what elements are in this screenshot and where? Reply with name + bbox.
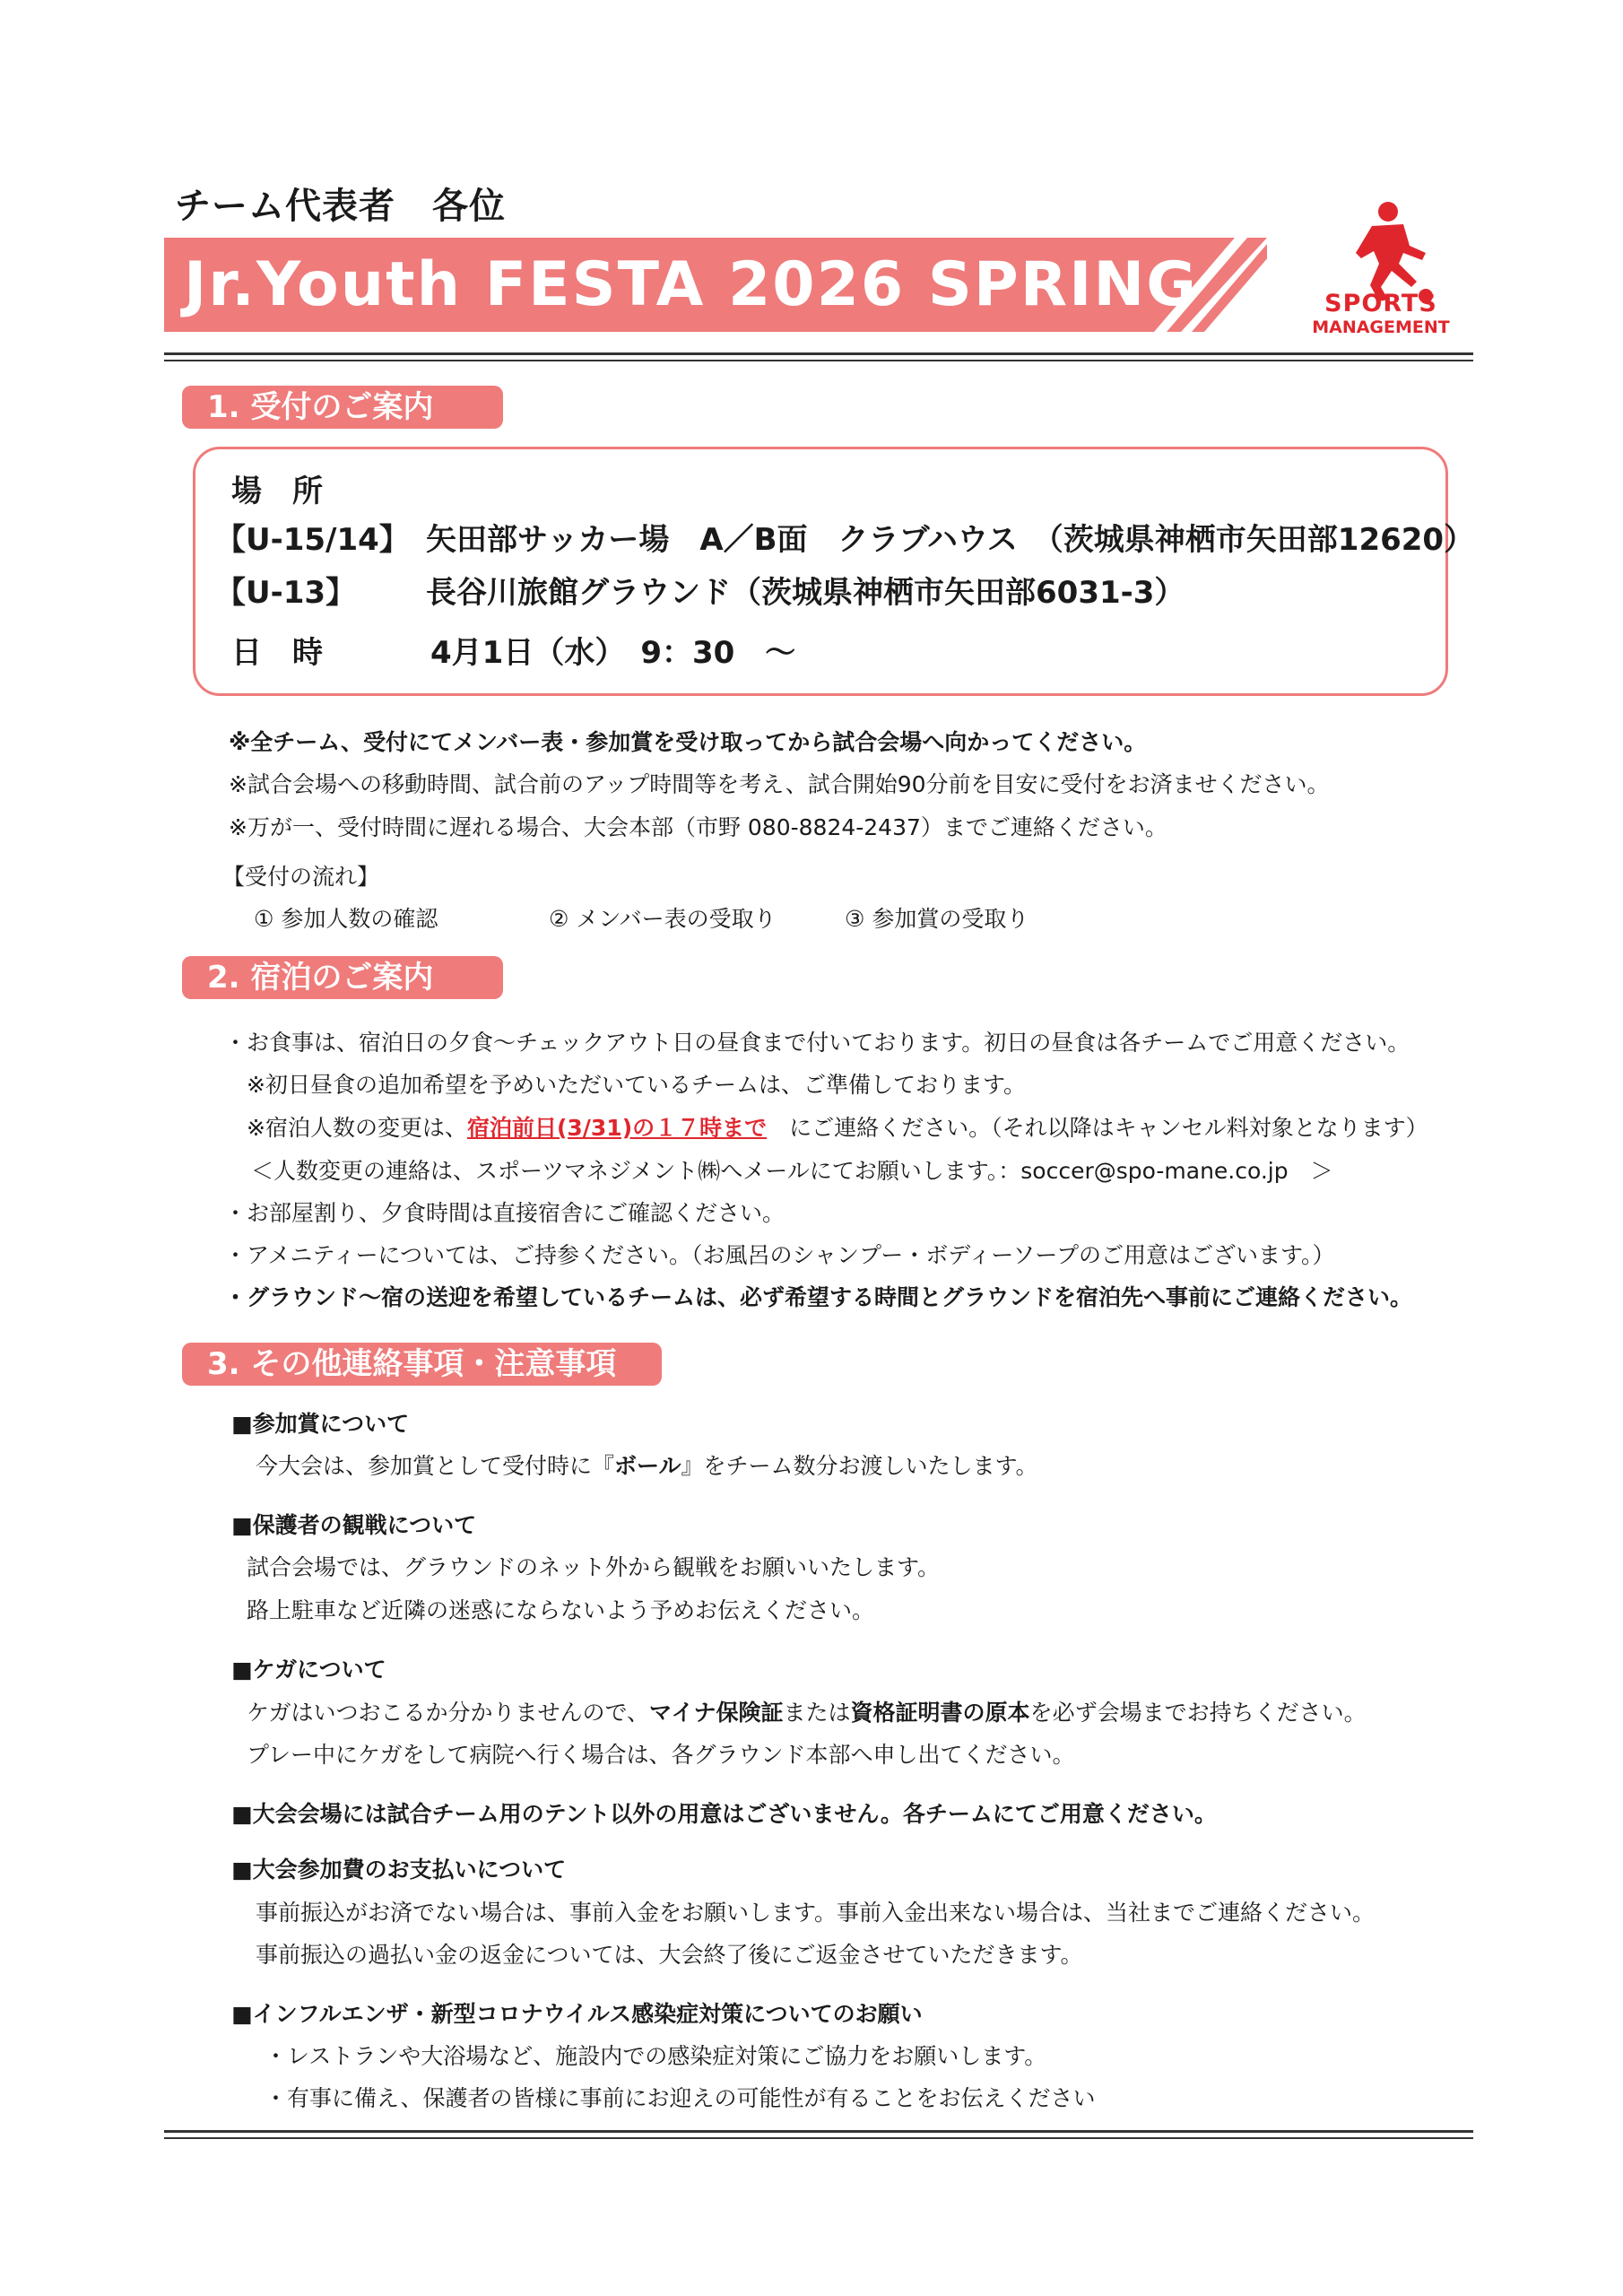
guardian-title: ■保護者の観戦について xyxy=(231,1512,477,1538)
reception-note-2: ※試合会場への移動時間、試合前のアップ時間等を考え、試合開始90分前を目安に受付をお済ませください。 xyxy=(229,771,1330,797)
injury-line-1 xyxy=(247,1695,1367,1727)
section-other-heading: 3. その他連絡事項・注意事項 xyxy=(182,1343,662,1386)
section-lodging-heading: 2. 宿泊のご案内 xyxy=(182,956,503,999)
prize-text-bold: ボール xyxy=(614,1453,681,1479)
guardian-line-1: 試合会場では、グラウンドのネット外から観戦をお願いいたします。 xyxy=(247,1554,941,1580)
prize-text xyxy=(256,1448,1038,1481)
injury-line-1-pre: ケガはいつおこるか分かりませんので、 xyxy=(247,1700,650,1726)
reception-note-3: ※万が一、受付時間に遅れる場合、大会本部（市野 080-8824-2437）までご連絡ください。 xyxy=(229,814,1167,840)
reception-note-1: ※全チーム、受付にてメンバー表・参加賞を受け取ってから試合会場へ向かってください。 xyxy=(229,729,1147,755)
addressee: チーム代表者 各位 xyxy=(175,186,506,227)
lodging-line-3 xyxy=(247,1110,1428,1143)
header-divider-bottom xyxy=(164,360,1473,361)
lodging-line-7: ・グラウンド～宿の送迎を希望しているチームは、必ず希望する時間とグラウンドを宿泊先へ事前にご連絡ください。 xyxy=(224,1284,1413,1310)
header-divider-top xyxy=(164,352,1473,355)
date-label: 日 時 xyxy=(231,635,323,671)
section-reception-heading: 1. 受付のご案内 xyxy=(182,386,503,429)
flu-title: ■インフルエンザ・新型コロナウイルス感染症対策についてのお願い xyxy=(231,2001,923,2027)
u13-venue: 長谷川旅館グラウンド（茨城県神栖市矢田部6031-3） xyxy=(426,575,1185,611)
fee-line-2: 事前振込の過払い金の返金については、大会終了後にご返金させていただきます。 xyxy=(256,1942,1083,1968)
footer-divider-bottom xyxy=(164,2137,1473,2139)
u13-label: 【U-13】 xyxy=(215,575,357,611)
banner-title: Jr.Youth FESTA 2026 SPRING xyxy=(184,249,1199,320)
reception-flow-label: 【受付の流れ】 xyxy=(222,864,380,890)
prize-title: ■参加賞について xyxy=(231,1411,410,1437)
lodging-line-3-post: にご連絡ください。（それ以降はキャンセル料対象となります） xyxy=(767,1115,1428,1141)
reception-flow-step-1: ① 参加人数の確認 xyxy=(254,906,438,932)
lodging-line-5: ・お部屋割り、夕食時間は直接宿舎にご確認ください。 xyxy=(224,1200,785,1226)
lodging-line-4: ＜人数変更の連絡は、スポーツマネジメント㈱へメールにてお願いします。：soccer@spo-mane.co.jp ＞ xyxy=(251,1158,1333,1184)
flu-line-2: ・有事に備え、保護者の皆様に事前にお迎えの可能性が有ることをお伝えください xyxy=(265,2085,1096,2111)
injury-title: ■ケガについて xyxy=(231,1657,386,1683)
injury-line-1-bold-2: 資格証明書の原本 xyxy=(850,1700,1030,1726)
prize-text-post: 』をチーム数分お渡しいたします。 xyxy=(681,1453,1038,1479)
place-label: 場 所 xyxy=(231,474,323,509)
injury-line-1-mid: または xyxy=(783,1700,851,1726)
fee-line-1: 事前振込がお済でない場合は、事前入金をお願いします。事前入金出来ない場合は、当社までご連絡ください。 xyxy=(256,1900,1376,1926)
lodging-line-2: ※初日昼食の追加希望を予めいただいているチームは、ご準備しております。 xyxy=(247,1072,1026,1098)
guardian-line-2: 路上駐車など近隣の迷惑にならないよう予めお伝えください。 xyxy=(247,1597,875,1623)
logo-text-management: MANAGEMENT xyxy=(1312,317,1450,337)
u15-label: 【U-15/14】 xyxy=(215,522,410,558)
prize-text-pre: 今大会は、参加賞として受付時に『 xyxy=(256,1453,615,1479)
flu-line-1: ・レストランや大浴場など、施設内での感染症対策にご協力をお願いします。 xyxy=(265,2043,1047,2069)
lodging-line-1: ・お食事は、宿泊日の夕食～チェックアウト日の昼食まで付いております。初日の昼食は各チームでご用意ください。 xyxy=(224,1030,1410,1056)
injury-line-1-bold-1: マイナ保険証 xyxy=(649,1700,784,1726)
injury-line-1-post: を必ず会場までお持ちください。 xyxy=(1029,1700,1367,1726)
fee-title: ■大会参加費のお支払いについて xyxy=(231,1857,567,1883)
lodging-deadline: 宿泊前日(3/31)の１７時まで xyxy=(466,1115,768,1141)
lodging-line-3-pre: ※宿泊人数の変更は、 xyxy=(247,1115,467,1141)
logo-text-sports: SPORTS xyxy=(1324,290,1437,317)
tent-notice: ■大会会場には試合チーム用のテント以外の用意はございません。各チームにてご用意ください。 xyxy=(231,1801,1217,1827)
reception-flow-step-2: ② メンバー表の受取り xyxy=(549,906,777,932)
reception-flow-step-3: ③ 参加賞の受取り xyxy=(845,906,1029,932)
u15-venue: 矢田部サッカー場 A／B面 クラブハウス （茨城県神栖市矢田部12620） xyxy=(426,522,1475,558)
date-value: 4月1日（水） 9：30 ～ xyxy=(430,635,796,671)
footer-divider-top xyxy=(164,2130,1473,2133)
injury-line-2: プレー中にケガをして病院へ行く場合は、各グラウンド本部へ申し出てください。 xyxy=(247,1742,1075,1768)
lodging-line-6: ・アメニティーについては、ご持参ください。（お風呂のシャンプー・ボディーソープのご用意はございます。） xyxy=(224,1242,1335,1268)
